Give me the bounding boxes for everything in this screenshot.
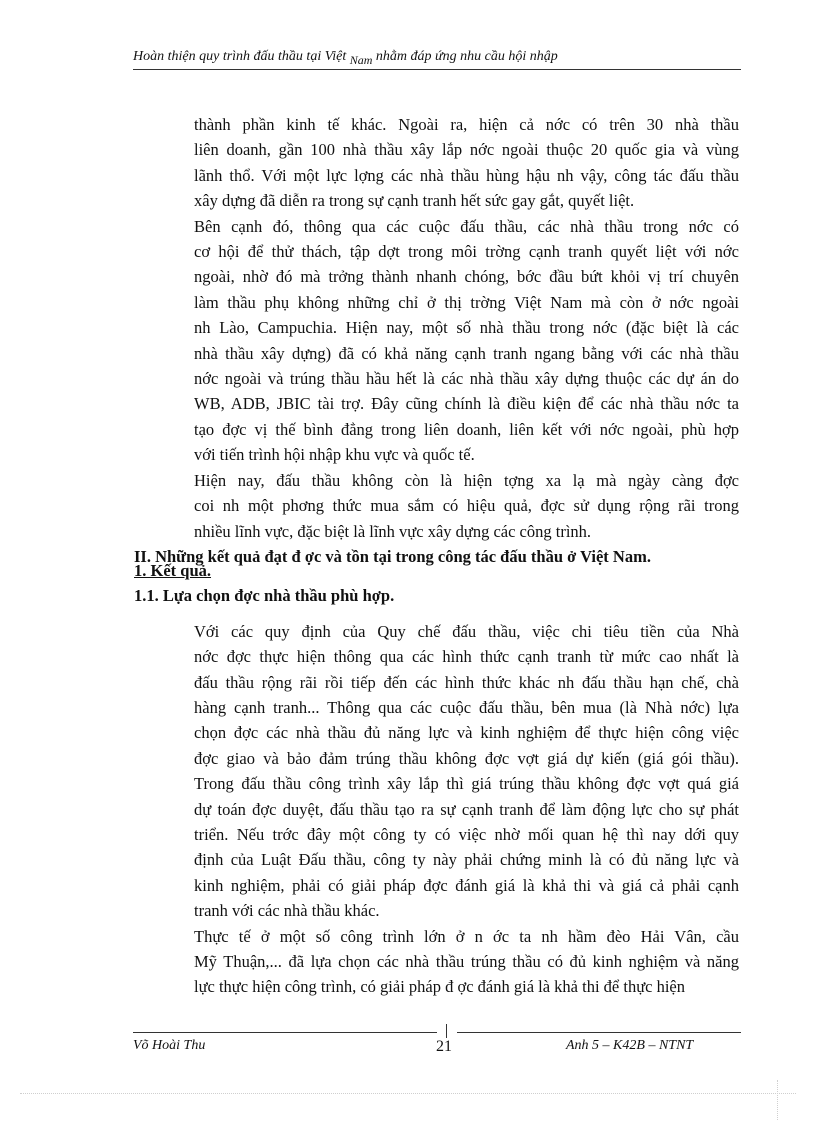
text-line: nhà thầu xây dựng) đã có khả năng cạnh tranh ngang bằng với các nhà thầu	[194, 343, 739, 363]
text-line: nhiều lĩnh vực, đặc biệt là lĩnh vực xây dựng các công trình.	[194, 521, 592, 541]
running-header	[133, 49, 741, 65]
text-line: chọn đợc các nhà thầu đủ năng lực và kinh nghiệm để thực hiện công việc	[194, 723, 739, 743]
text-line: Bên cạnh đó, thông qua các cuộc đấu thầu, các nhà thầu trong nớc có	[194, 216, 739, 236]
subsubsection-heading: 1.1. Lựa chọn đợc nhà thầu phù hợp.	[134, 586, 395, 606]
text-line: với tiến trình hội nhập khu vực và quốc tế.	[194, 445, 475, 465]
text-line: định của Luật Đấu thầu, công ty này phải chứng minh là có đủ năng lực và	[194, 850, 739, 870]
paragraph-group-1	[134, 112, 739, 544]
text-line: triển. Nếu trớc đây một công ty có việc nhờ mối quan hệ thì nay dới quy	[194, 824, 739, 844]
paragraph	[134, 468, 739, 544]
text-line: Hiện nay, đấu thầu không còn là hiện tợng xa lạ mà ngày càng đợc	[194, 470, 739, 490]
subsection-heading: 1. Kết quả.	[134, 561, 212, 581]
text-line: kinh nghiệm, phải có giải pháp đợc đánh giá là khả thi và giá cả phải cạnh	[194, 875, 739, 895]
text-line: hàng cạnh tranh... Thông qua các cuộc đấu thầu, bên mua (là Nhà nớc) lựa	[194, 697, 739, 717]
text-line: nh Lào, Campuchia. Hiện nay, một số nhà thầu trong nớc (đặc biệt là các	[194, 318, 739, 338]
text-line: đấu thầu rộng rãi rồi tiếp đến các hình thức khác nh đấu thầu hạn chế, chà	[194, 672, 739, 692]
paragraph-group-2	[134, 619, 739, 1000]
footer-divider	[446, 1024, 447, 1038]
page-edge-dots	[20, 1093, 796, 1094]
text-line: tranh với các nhà thầu khác.	[194, 901, 380, 921]
text-line: cơ hội để thử thách, tập dợt trong môi trờng cạnh tranh quyết liệt với nớc	[194, 242, 739, 262]
text-line: lãnh thổ. Với một lực lợng các nhà thầu hùng hậu nh vậy, công tác đấu thầu	[194, 165, 739, 185]
text-line: liên doanh, gần 100 nhà thầu xây lắp nớc ngoài thuộc 20 quốc gia và vùng	[194, 140, 739, 160]
text-line: làm thầu phụ không những chỉ ở thị trờng Việt Nam mà còn ở nớc ngoài	[194, 292, 739, 312]
footer-author: Võ Hoài Thu	[133, 1038, 206, 1053]
text-line: xây dựng đã diễn ra trong sự cạnh tranh hết sức gay gắt, quyết liệt.	[194, 191, 635, 211]
text-line: thành phần kinh tế khác. Ngoài ra, hiện cả nớc có trên 30 nhà thầu	[194, 115, 739, 134]
footer-rule-left	[133, 1032, 437, 1033]
header-title-tail: nhằm đáp ứng nhu cầu hội nhập	[375, 49, 558, 64]
paragraph	[134, 112, 739, 214]
footer-rule-right	[457, 1032, 741, 1033]
page-corner-dots	[777, 1080, 778, 1120]
text-line: coi nh một phơng thức mua sắm có hiệu quả, đợc sử dụng rộng rãi trong	[194, 496, 739, 516]
text-line: Với các quy định của Quy chế đấu thầu, việc chi tiêu tiền của Nhà	[194, 621, 739, 641]
footer-class-info: Anh 5 – K42B – NTNT	[566, 1038, 694, 1053]
paragraph	[134, 619, 739, 924]
text-line: dự toán đợc duyệt, đấu thầu tạo ra sự cạnh tranh để làm động lực cho sự phát	[194, 799, 739, 819]
page-number: 21	[436, 1038, 452, 1055]
section-heading: II. Những kết quả đạt đ ợc và tồn tại trong công tác đấu thầu ở Việt Nam.	[134, 546, 651, 566]
text-line: Thực tế ở một số công trình lớn ở n ớc ta nh hầm đèo Hải Vân, cầu	[194, 926, 739, 946]
text-line: Trong đấu thầu công trình xây lắp thì giá trúng thầu không đợc vợt quá giá	[194, 774, 739, 794]
header-title-sub: Nam	[349, 53, 373, 67]
text-line: ngoài, nhờ đó mà trởng thành nhanh chóng, bớc đầu bứt khỏi vị trí chuyên	[194, 267, 739, 287]
text-line: đợc giao và bảo đảm trúng thầu không đợc vợt giá dự kiến (giá gói thầu).	[194, 748, 739, 768]
text-line: Mỹ Thuận,... đã lựa chọn các nhà thầu trúng thầu có đủ kinh nghiệm và năng	[194, 952, 739, 971]
text-line: nớc đợc thực hiện thông qua các hình thức cạnh tranh từ mức cao nhất là	[194, 647, 739, 667]
text-line: tạo đợc vị thế bình đẳng trong liên doanh, liên kết với nớc ngoài, phù hợp	[194, 419, 739, 439]
header-title: Hoàn thiện quy trình đấu thầu tại Việt	[133, 49, 347, 64]
document-body	[134, 112, 739, 1000]
text-line: lực thực hiện công trình, có giải pháp đ ợc đánh giá là khả thi để thực hiện	[194, 977, 685, 997]
paragraph	[134, 214, 739, 468]
text-line: WB, ADB, JBIC tài trợ. Đây cũng chính là điều kiện để các nhà thầu nớc ta	[194, 394, 739, 414]
text-line: nớc ngoài và trúng thầu hầu hết là các nhà thầu xây dựng thuộc các dự án do	[194, 369, 739, 389]
header-rule	[133, 69, 741, 70]
paragraph	[134, 924, 739, 1000]
